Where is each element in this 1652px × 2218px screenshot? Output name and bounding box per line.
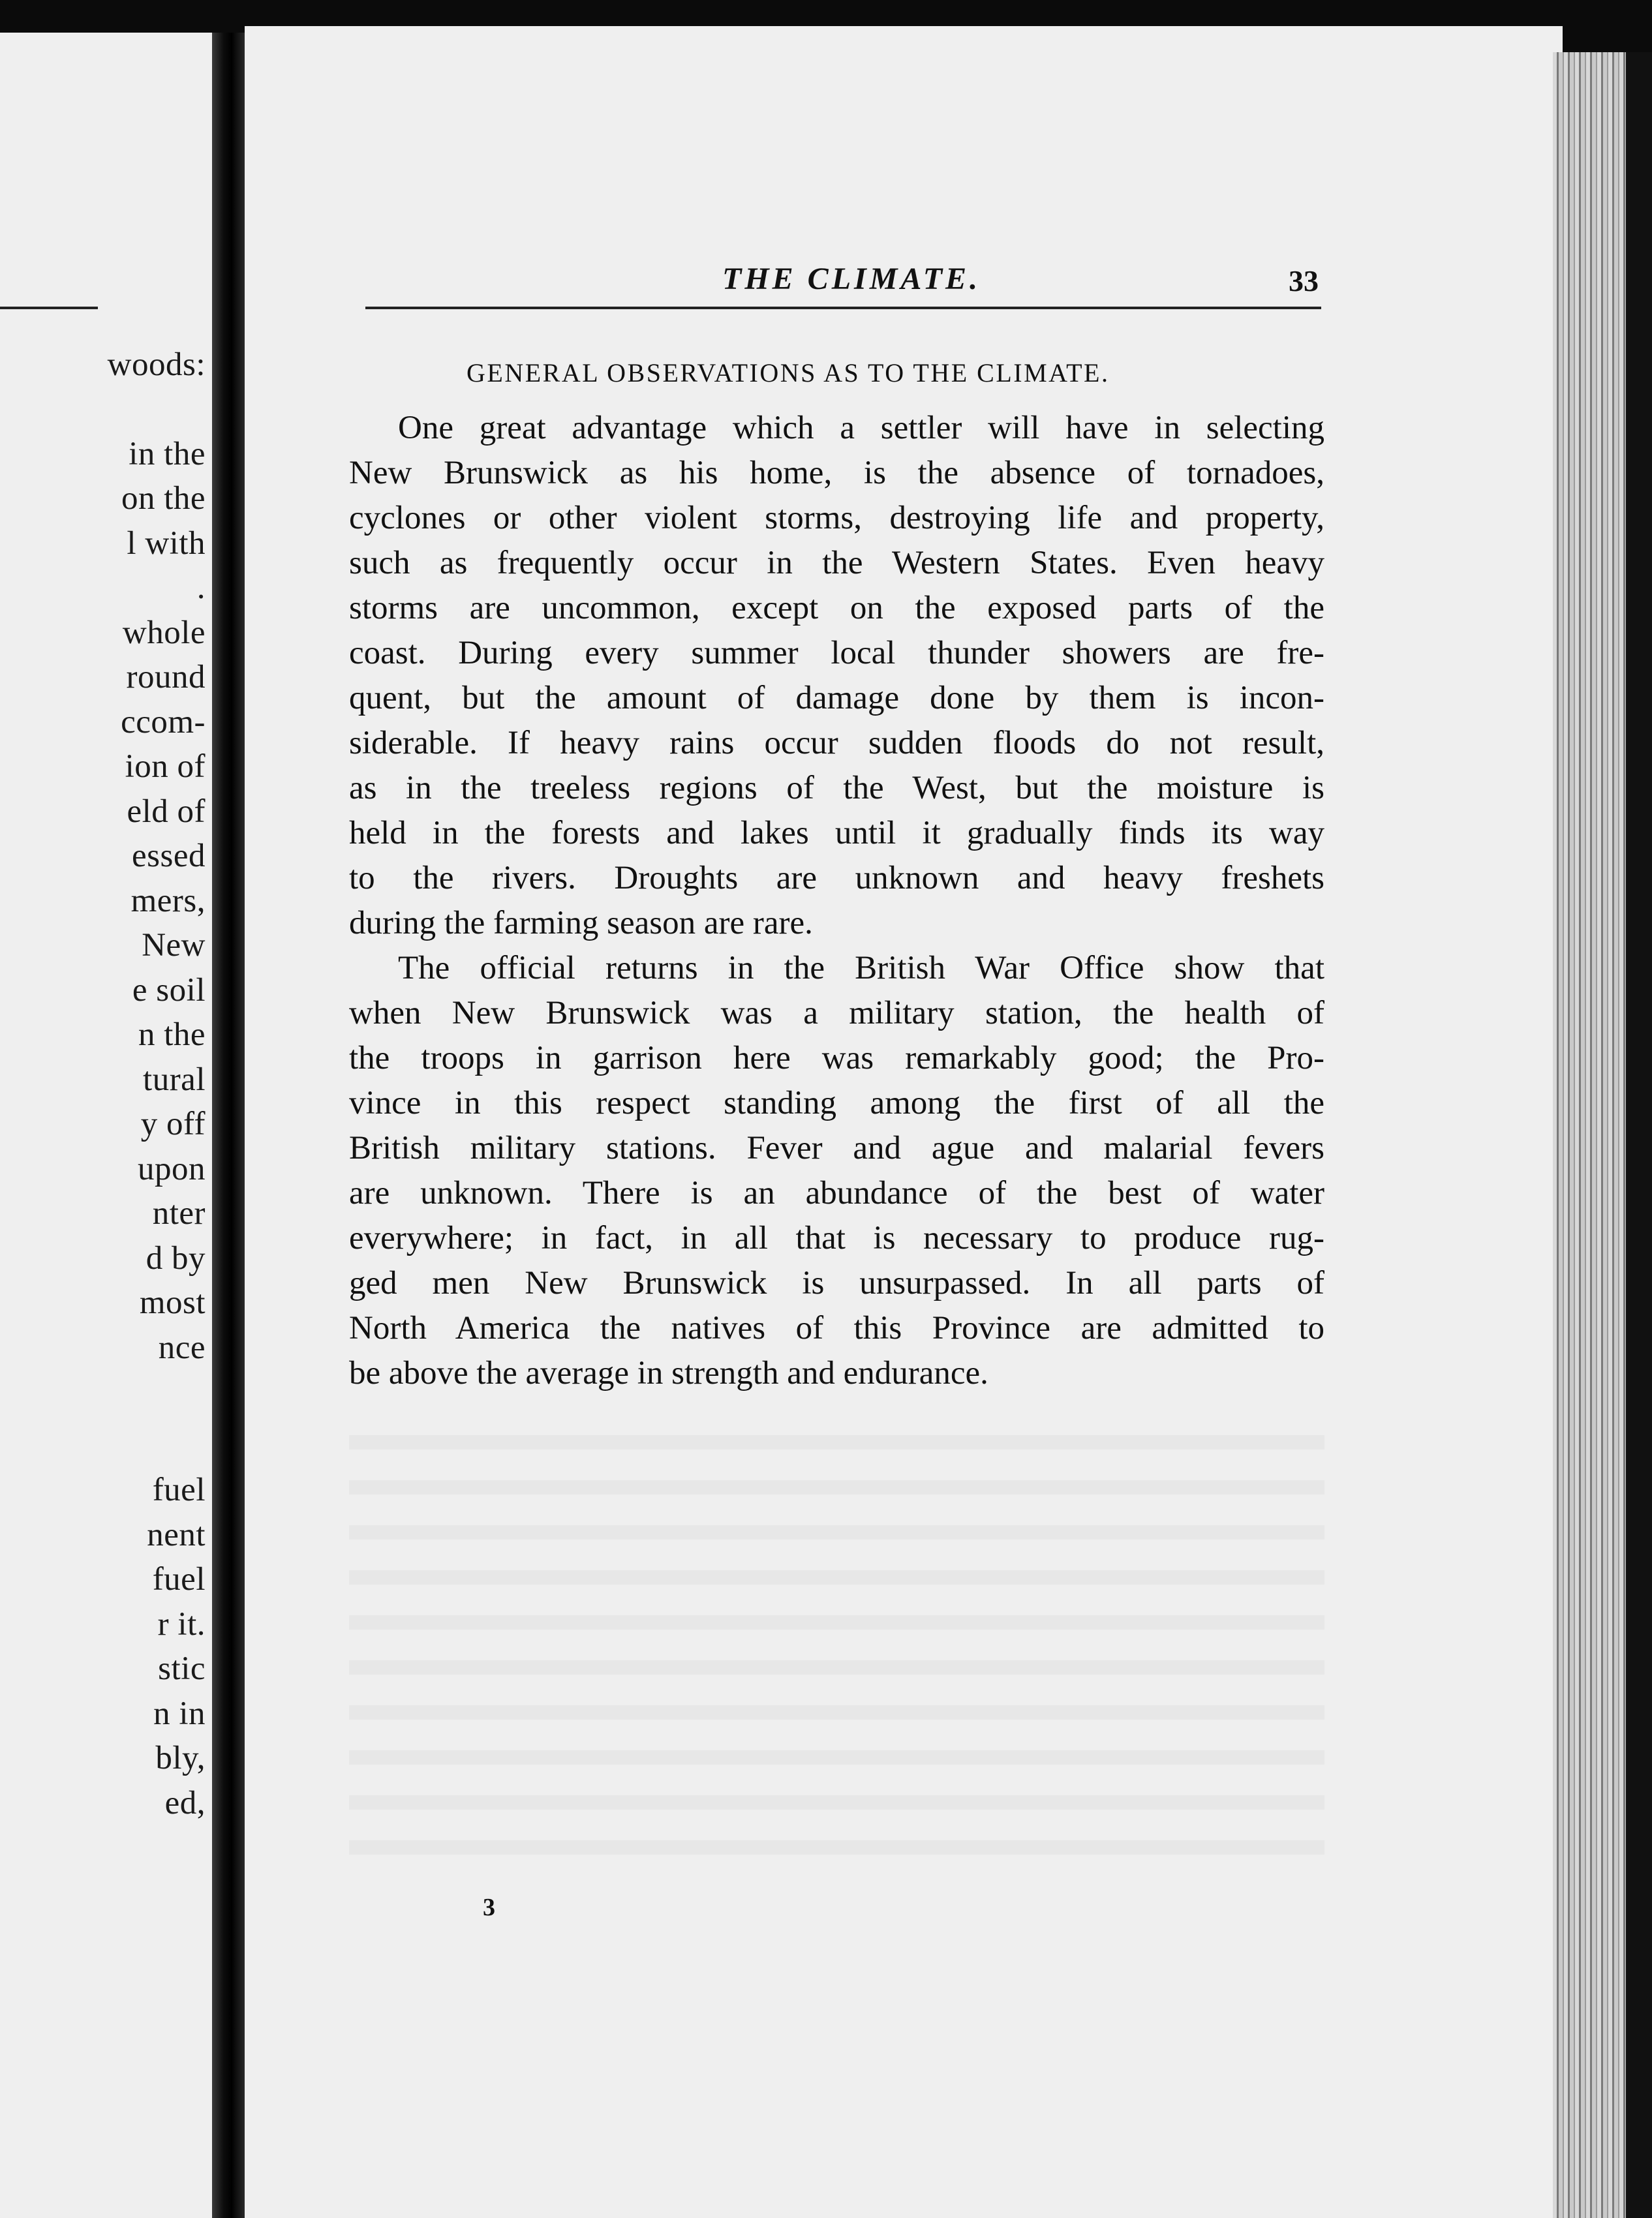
text-line: the troops in garrison here was remarkably good; the Pro- xyxy=(349,1040,1324,1076)
text-line: North America the natives of this Province are admitted to xyxy=(349,1310,1324,1346)
left-line: . xyxy=(196,570,206,606)
left-page-rule xyxy=(0,307,98,309)
left-line: nent xyxy=(147,1516,206,1553)
header-rule xyxy=(365,307,1321,309)
show-through xyxy=(349,1409,1324,1866)
left-line: New xyxy=(142,927,206,964)
left-line: mers, xyxy=(130,882,206,919)
left-line: fuel xyxy=(152,1472,206,1508)
left-line: woods: xyxy=(107,346,206,383)
text-line: everywhere; in fact, in all that is necessary to produce rug- xyxy=(349,1220,1324,1256)
text-line: coast. During every summer local thunder showers are fre- xyxy=(349,635,1324,671)
page-number: 33 xyxy=(1289,264,1319,297)
left-line: upon xyxy=(138,1150,206,1187)
text-line: to the rivers. Droughts are unknown and heavy freshets xyxy=(349,860,1324,896)
left-line: r it. xyxy=(157,1605,206,1643)
section-heading: GENERAL OBSERVATIONS AS TO THE CLIMATE. xyxy=(467,358,1110,387)
text-line: New Brunswick as his home, is the absence of tornadoes, xyxy=(349,455,1324,491)
running-title: THE CLIMATE. xyxy=(722,262,981,296)
left-line: ion of xyxy=(125,748,206,785)
text-line: British military stations. Fever and ague and malarial fevers xyxy=(349,1130,1324,1166)
left-line: whole xyxy=(122,614,206,651)
book-gutter xyxy=(212,33,245,2218)
left-line: ccom- xyxy=(121,703,206,740)
main-page xyxy=(245,26,1563,2218)
left-line: on the xyxy=(121,480,206,517)
text-line: siderable. If heavy rains occur sudden floods do not result, xyxy=(349,725,1324,761)
text-line: quent, but the amount of damage done by them is incon- xyxy=(349,680,1324,716)
left-line: eld of xyxy=(127,793,206,830)
left-line: most xyxy=(139,1284,206,1321)
left-line: nce xyxy=(158,1329,206,1366)
text-line: as in the treeless regions of the West, but the moisture is xyxy=(349,770,1324,806)
left-facing-page xyxy=(0,33,212,2218)
text-line: cyclones or other violent storms, destroying life and property, xyxy=(349,500,1324,536)
left-line: e soil xyxy=(132,971,206,1009)
text-line: One great advantage which a settler will have in selecting xyxy=(398,410,1324,446)
text-line: during the farming season are rare. xyxy=(349,905,813,941)
text-line: storms are uncommon, except on the exposed parts of the xyxy=(349,590,1324,626)
left-line: bly, xyxy=(155,1740,206,1776)
text-line: The official returns in the British War Office show that xyxy=(398,950,1324,986)
text-line: such as frequently occur in the Western States. Even heavy xyxy=(349,545,1324,581)
page-fore-edge xyxy=(1553,52,1652,2218)
left-line: stic xyxy=(158,1650,206,1687)
body-text xyxy=(349,406,1324,1396)
text-line: held in the forests and lakes until it gradually finds its way xyxy=(349,815,1324,851)
left-line: tural xyxy=(143,1061,206,1098)
text-line: ged men New Brunswick is unsurpassed. In all parts of xyxy=(349,1265,1324,1301)
text-line: when New Brunswick was a military station, the health of xyxy=(349,995,1324,1031)
left-line: essed xyxy=(132,838,206,874)
left-line: d by xyxy=(145,1239,206,1277)
left-line: fuel xyxy=(152,1561,206,1598)
left-line: in the xyxy=(129,435,206,472)
left-page-text xyxy=(108,342,206,1825)
text-line: are unknown. There is an abundance of the best of water xyxy=(349,1175,1324,1211)
text-line: be above the average in strength and endurance. xyxy=(349,1355,988,1391)
left-line: l with xyxy=(127,524,206,562)
left-line: y off xyxy=(140,1106,206,1142)
left-line: n the xyxy=(138,1016,206,1053)
running-head xyxy=(245,254,1563,307)
left-line: n in xyxy=(153,1695,206,1732)
left-line: nter xyxy=(152,1195,206,1232)
signature-mark: 3 xyxy=(483,1894,495,1921)
left-line: ed, xyxy=(164,1784,206,1821)
left-line: round xyxy=(126,659,206,695)
text-line: vince in this respect standing among the first of all the xyxy=(349,1085,1324,1121)
